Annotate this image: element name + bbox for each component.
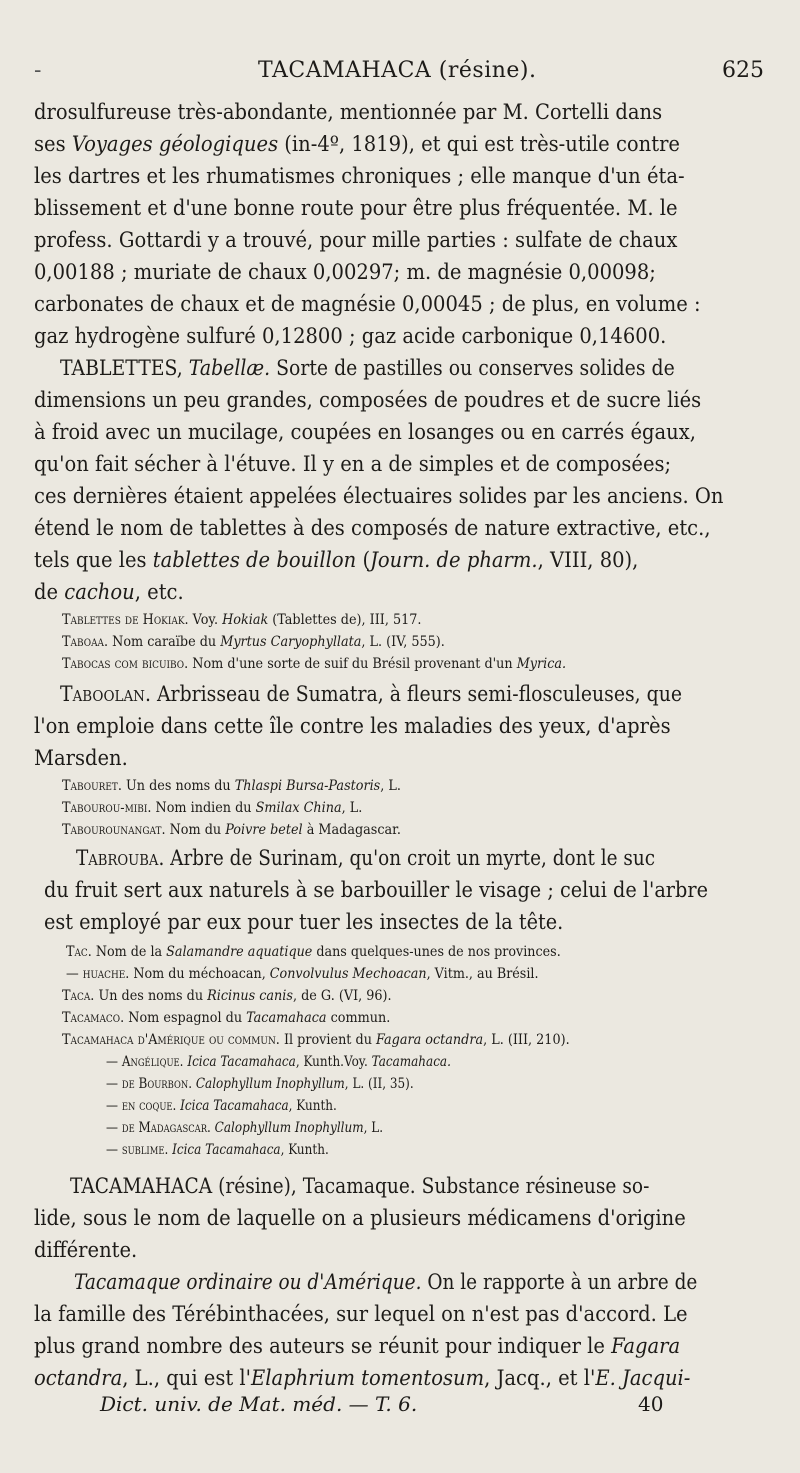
line-text: blissement et d'une bonne route pour être plus fréquentée. M. le <box>34 196 678 220</box>
small-caps-text: Tabrouba. <box>76 846 165 870</box>
line-text: Nom espagnol du <box>124 1010 247 1026</box>
line-text: drosulfureuse très-abondante, mentionnée par M. Cortelli dans <box>34 100 663 124</box>
line-text: Sorte de pastilles ou conserves solides de <box>270 356 675 380</box>
italic-text: Tacamahaca <box>246 1010 327 1026</box>
text-line <box>34 548 778 572</box>
line-text: différente. <box>34 1238 138 1262</box>
line-text: Nom indien du <box>151 800 256 816</box>
italic-text: Smilax China <box>255 800 342 816</box>
line-text: ces dernières étaient appelées électuaires solides par les anciens. On <box>34 484 724 508</box>
line-text: Arbre de Surinam, qu'on croit un myrte, dont le suc <box>164 846 656 870</box>
line-text: commun. <box>326 1010 391 1026</box>
text-line <box>34 452 778 476</box>
text-line <box>106 1142 778 1158</box>
line-text: , Jacq., et l' <box>484 1366 596 1390</box>
text-line <box>34 1366 778 1390</box>
line-text: de <box>34 580 65 604</box>
small-caps-text: de Bourbon. <box>121 1076 193 1092</box>
line-text: — <box>106 1054 122 1070</box>
line-text: , Kunth.Voy. <box>295 1054 372 1070</box>
line-text: qu'on fait sécher à l'étuve. Il y en a de simples et de composées; <box>34 452 672 476</box>
line-text: Nom du méchoacan, <box>129 966 270 982</box>
line-text: (Tablettes de), III, 517. <box>268 612 422 628</box>
line-text: ses <box>34 132 72 156</box>
line-text: Nom caraïbe du <box>108 634 221 650</box>
text-line <box>60 356 778 380</box>
text-line <box>70 1174 778 1198</box>
line-text: , L. <box>380 778 401 794</box>
text-line <box>34 1206 778 1230</box>
text-line <box>106 1120 778 1136</box>
line-text: lide, sous le nom de laquelle on a plusieurs médicamens d'origine <box>34 1206 686 1230</box>
text-line <box>62 1010 778 1026</box>
text-line <box>34 164 778 188</box>
text-line <box>62 612 778 628</box>
italic-text: Salamandre aquatique <box>166 944 313 960</box>
small-caps-text: Tacamaco. <box>62 1010 125 1026</box>
line-text: TABLETTES, <box>60 356 189 380</box>
italic-text: Convolvulus Mechoacan <box>269 966 427 982</box>
line-text: profess. Gottardi y a trouvé, pour mille parties : sulfate de chaux <box>34 228 678 252</box>
small-caps-text: Tacamahaca d'Amérique ou commun. <box>62 1032 280 1048</box>
line-text: , L., qui est l' <box>122 1366 252 1390</box>
small-caps-text: Taboaa. <box>62 634 109 650</box>
text-line <box>106 1076 778 1092</box>
text-line <box>34 100 778 124</box>
header-dash: - <box>34 58 42 83</box>
italic-text: Icica Tacamahaca <box>187 1054 296 1070</box>
italic-text: Fagara octandra <box>376 1032 484 1048</box>
line-text: tels que les <box>34 548 153 572</box>
text-line <box>34 292 778 316</box>
small-caps-text: Tabourounangat. <box>62 822 166 838</box>
text-line <box>106 1098 778 1114</box>
line-text: Voy. <box>188 612 223 628</box>
text-line <box>34 228 778 252</box>
small-caps-text: Tabourou-mibi. <box>62 800 152 816</box>
italic-text: Hokiak <box>222 612 269 628</box>
text-line <box>62 822 778 838</box>
text-line <box>34 260 778 284</box>
line-text: ( <box>356 548 371 572</box>
italic-text: Poivre betel <box>225 822 303 838</box>
line-text: gaz hydrogène sulfuré 0,12800 ; gaz acide carbonique 0,14600. <box>34 324 667 348</box>
italic-text: Icica Tacamahaca <box>172 1142 281 1158</box>
small-caps-text: sublime. <box>121 1142 169 1158</box>
text-line <box>34 132 778 156</box>
italic-text: Ricinus canis <box>207 988 293 1004</box>
running-title: TACAMAHACA (résine). <box>258 58 537 83</box>
line-text: , L. (III, 210). <box>483 1032 570 1048</box>
text-line <box>106 1054 778 1070</box>
sheet-number: 40 <box>638 1392 664 1416</box>
text-line <box>62 800 778 816</box>
line-text: Marsden. <box>34 746 128 770</box>
small-caps-text: Taca. <box>62 988 95 1004</box>
italic-text: Myrica. <box>516 656 567 672</box>
small-caps-text: Angélique. <box>121 1054 184 1070</box>
line-text: TACAMAHACA (résine), Tacamaque. Substance résineuse so- <box>70 1174 650 1198</box>
text-line <box>34 1334 778 1358</box>
line-text: Un des noms du <box>94 988 208 1004</box>
small-caps-text: huache. <box>82 966 130 982</box>
line-text: à Madagascar. <box>302 822 401 838</box>
line-text: , etc. <box>134 580 184 604</box>
line-text: la famille des Térébinthacées, sur lequel on n'est pas d'accord. Le <box>34 1302 688 1326</box>
line-text: carbonates de chaux et de magnésie 0,00045 ; de plus, en volume : <box>34 292 701 316</box>
line-text: — <box>106 1076 122 1092</box>
line-text: , L. (IV, 555). <box>361 634 445 650</box>
line-text: Il provient du <box>279 1032 377 1048</box>
text-line <box>74 1270 778 1294</box>
line-text: étend le nom de tablettes à des composés de nature extractive, etc., <box>34 516 711 540</box>
line-text: les dartres et les rhumatismes chroniques ; elle manque d'un éta- <box>34 164 685 188</box>
text-line <box>34 324 778 348</box>
text-line <box>62 656 778 672</box>
line-text: l'on emploie dans cette île contre les maladies des yeux, d'après <box>34 714 671 738</box>
text-line <box>34 516 778 540</box>
text-line <box>34 1302 778 1326</box>
line-text: , L. (II, 35). <box>344 1076 414 1092</box>
text-line <box>34 484 778 508</box>
text-line <box>34 388 778 412</box>
italic-text: tablettes de bouillon <box>152 548 357 572</box>
text-line <box>44 878 778 902</box>
line-text: , Kunth. <box>280 1142 329 1158</box>
small-caps-text: Taboolan. <box>60 682 151 706</box>
italic-text: Calophyllum Inophyllum <box>195 1076 345 1092</box>
text-line <box>66 944 778 960</box>
line-text: Arbrisseau de Sumatra, à fleurs semi-flosculeuses, que <box>150 682 683 706</box>
line-text: — <box>106 1098 122 1114</box>
line-text: Un des noms du <box>121 778 235 794</box>
text-line <box>62 1032 778 1048</box>
text-line <box>44 910 778 934</box>
line-text: (in-4º, 1819), et qui est très-utile contre <box>278 132 680 156</box>
running-header <box>0 56 800 90</box>
line-text: 0,00188 ; muriate de chaux 0,00297; m. de magnésie 0,00098; <box>34 260 656 284</box>
italic-text: Tacamaque ordinaire ou d'Amérique. <box>74 1270 422 1294</box>
small-caps-text: Tablettes de Hokiak. <box>62 612 189 628</box>
line-text: , de G. (VI, 96). <box>292 988 392 1004</box>
small-caps-text: de Madagascar. <box>121 1120 211 1136</box>
line-text: à froid avec un mucilage, coupées en losanges ou en carrés égaux, <box>34 420 696 444</box>
text-line <box>66 966 778 982</box>
text-line <box>34 196 778 220</box>
small-caps-text: en coque. <box>121 1098 177 1114</box>
line-text: , Vitm., au Brésil. <box>426 966 539 982</box>
line-text: , VIII, 80), <box>537 548 639 572</box>
line-text: , L. <box>341 800 363 816</box>
italic-text: Thlaspi Bursa-Pastoris <box>234 778 381 794</box>
text-line <box>34 580 778 604</box>
text-line <box>34 746 778 770</box>
text-line <box>34 714 778 738</box>
line-text: , L. <box>363 1120 384 1136</box>
text-line <box>76 846 778 870</box>
italic-text: Voyages géologiques <box>71 132 279 156</box>
line-text: est employé par eux pour tuer les insectes de la tête. <box>44 910 564 934</box>
italic-text: Tacamahaca. <box>371 1054 451 1070</box>
italic-text: Tabellæ. <box>188 356 271 380</box>
signature-mark: Dict. univ. de Mat. méd. — T. 6. <box>100 1392 418 1416</box>
italic-text: Journ. de pharm. <box>370 548 538 572</box>
line-text: — <box>66 966 83 982</box>
italic-text: octandra <box>34 1366 123 1390</box>
italic-text: Elaphrium tomentosum <box>251 1366 485 1390</box>
text-line <box>60 682 778 706</box>
line-text: dimensions un peu grandes, composées de poudres et de sucre liés <box>34 388 702 412</box>
text-line <box>62 988 778 1004</box>
line-text: Nom du <box>165 822 226 838</box>
text-line <box>62 778 778 794</box>
line-text: , Kunth. <box>288 1098 337 1114</box>
line-text: — <box>106 1120 122 1136</box>
italic-text: Myrtus Caryophyllata <box>220 634 362 650</box>
small-caps-text: Tac. <box>66 944 92 960</box>
line-text: — <box>106 1142 122 1158</box>
page-number: 625 <box>722 58 764 83</box>
italic-text: Fagara <box>611 1334 681 1358</box>
small-caps-text: Tabocas com bicuibo. <box>62 656 189 672</box>
text-line <box>34 420 778 444</box>
line-text: Nom de la <box>91 944 167 960</box>
text-line <box>62 634 778 650</box>
italic-text: cachou <box>64 580 135 604</box>
text-line <box>34 1238 778 1262</box>
italic-text: Icica Tacamahaca <box>180 1098 289 1114</box>
line-text: du fruit sert aux naturels à se barbouiller le visage ; celui de l'arbre <box>44 878 708 902</box>
line-text: dans quelques-unes de nos provinces. <box>312 944 561 960</box>
line-text: Nom d'une sorte de suif du Brésil provenant d'un <box>188 656 517 672</box>
italic-text: Calophyllum Inophyllum <box>214 1120 364 1136</box>
line-text: plus grand nombre des auteurs se réunit pour indiquer le <box>34 1334 612 1358</box>
small-caps-text: Tabouret. <box>62 778 122 794</box>
line-text: On le rapporte à un arbre de <box>421 1270 698 1294</box>
italic-text: E. Jacqui- <box>595 1366 691 1390</box>
